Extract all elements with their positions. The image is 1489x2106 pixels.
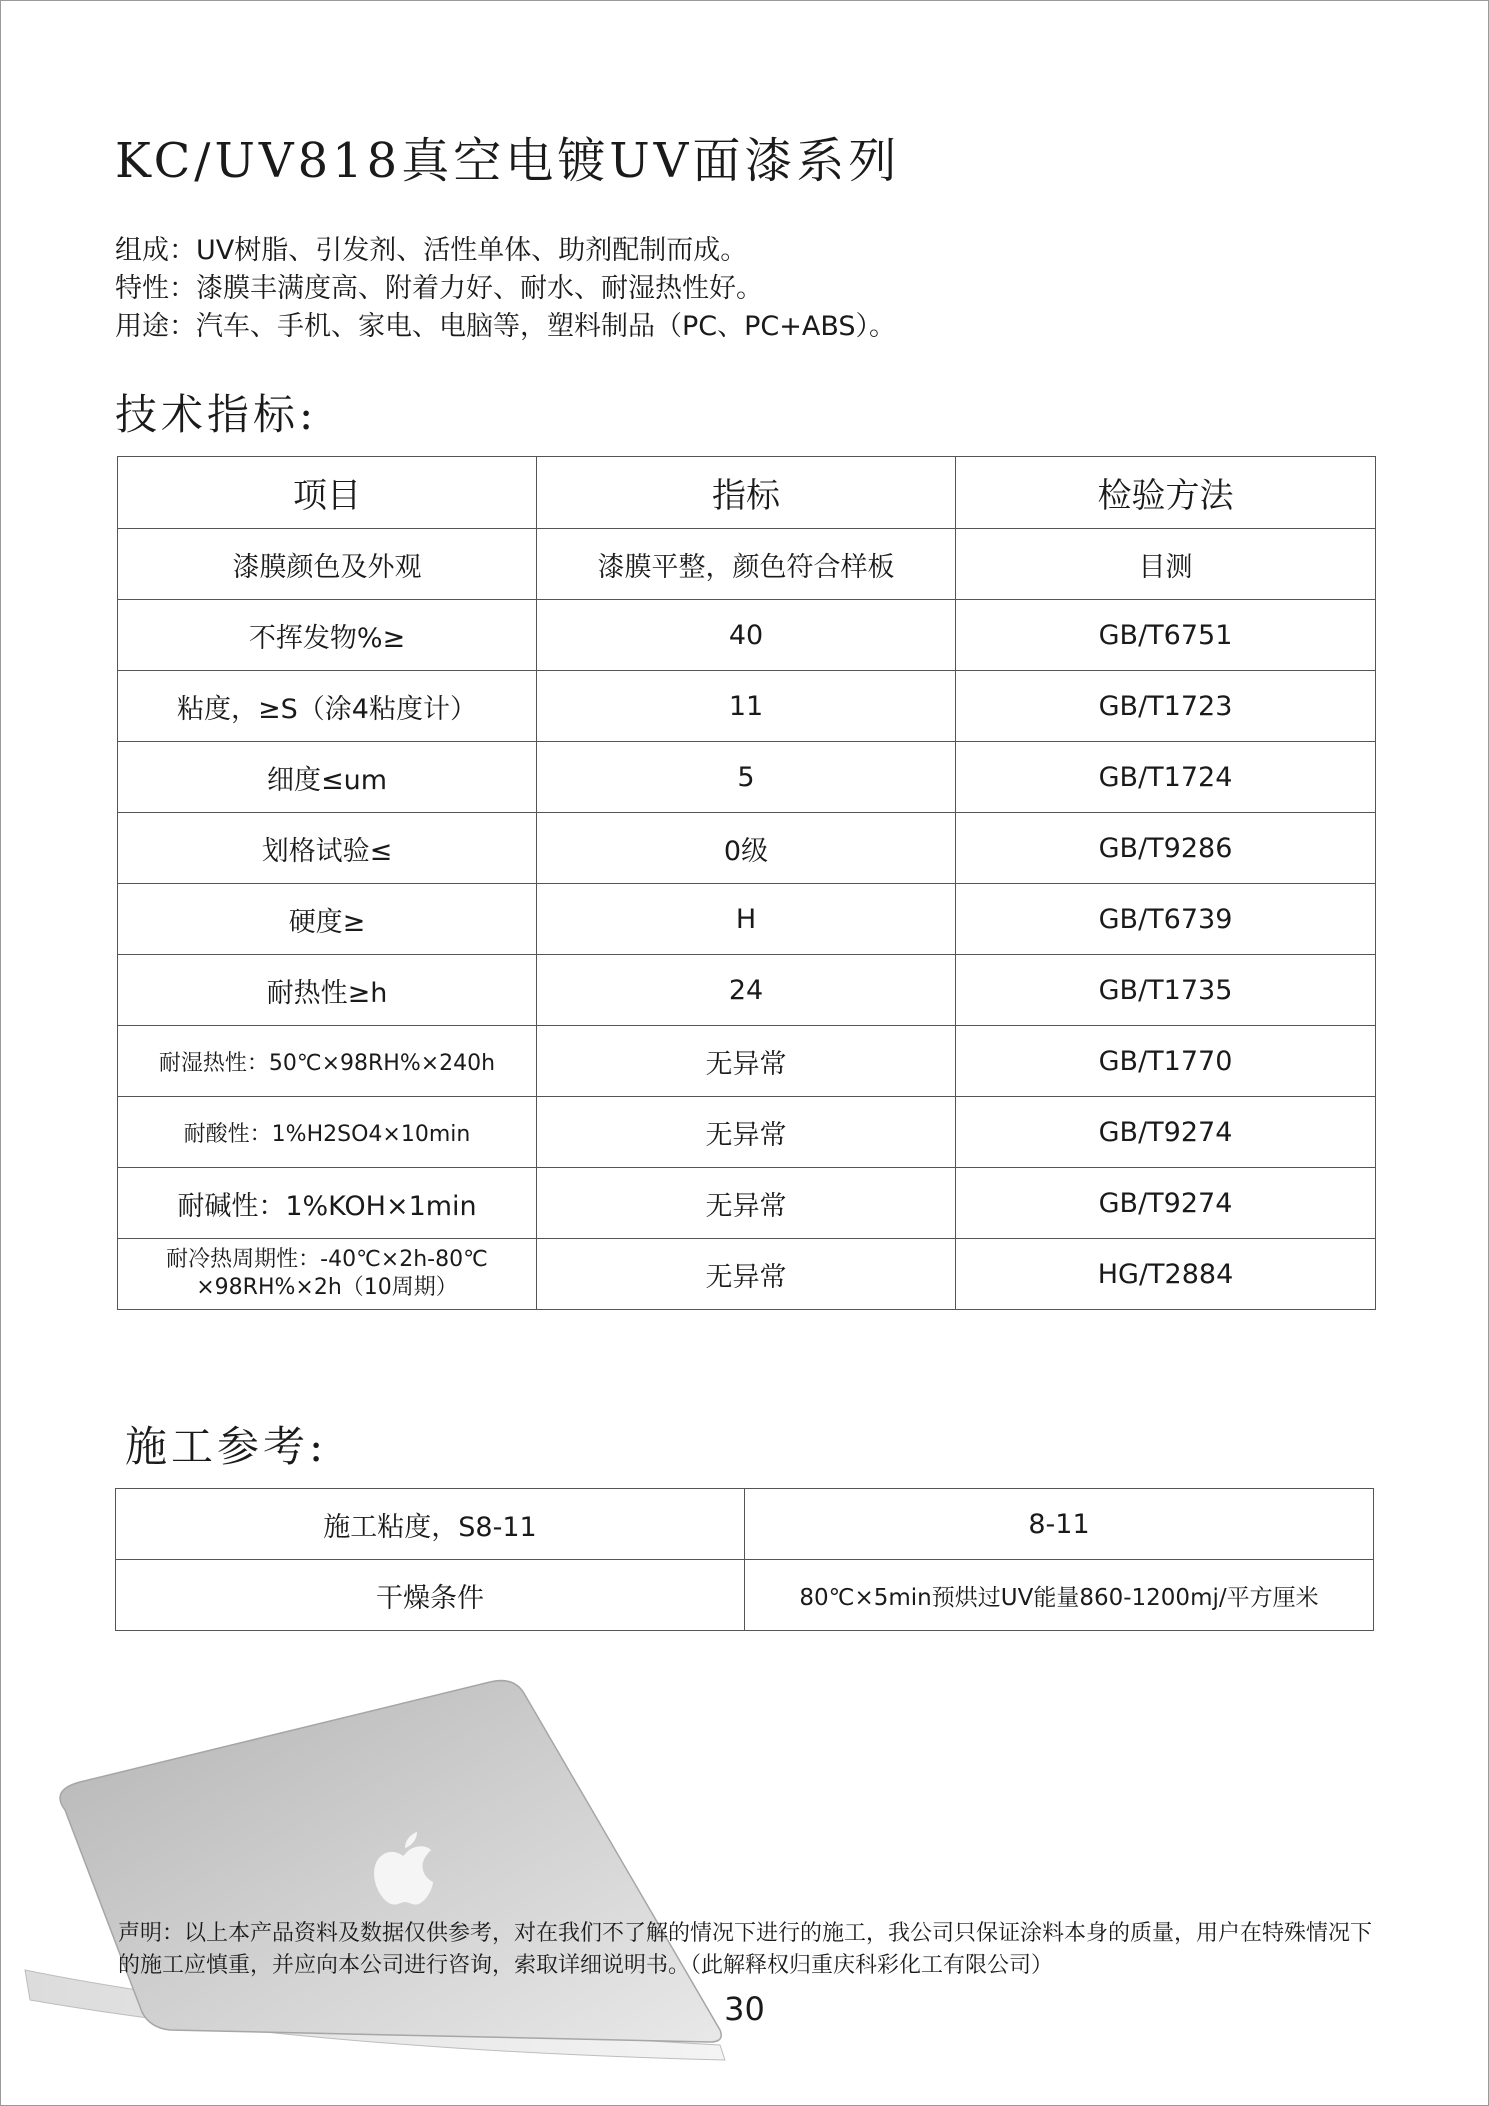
table-row	[118, 1026, 1376, 1097]
spec-method: GB/T9274	[956, 1097, 1376, 1168]
spec-value: 40	[537, 600, 956, 671]
spec-header-item: 项目	[118, 457, 537, 529]
application-item: 施工粘度，S8-11	[116, 1489, 745, 1560]
spec-value: 无异常	[537, 1239, 956, 1310]
spec-method: GB/T9274	[956, 1168, 1376, 1239]
table-row	[118, 884, 1376, 955]
spec-value: H	[537, 884, 956, 955]
application-section-title: 施工参考:	[125, 1422, 328, 1471]
table-row	[118, 529, 1376, 600]
spec-method: GB/T1723	[956, 671, 1376, 742]
spec-item: 耐热性≥h	[118, 955, 537, 1026]
table-row	[118, 1097, 1376, 1168]
table-row	[118, 955, 1376, 1026]
table-row	[116, 1560, 1374, 1631]
intro-characteristics: 特性：漆膜丰满度高、附着力好、耐水、耐湿热性好。	[115, 273, 763, 304]
spec-method: HG/T2884	[956, 1239, 1376, 1310]
product-intro	[115, 232, 896, 346]
spec-value: 11	[537, 671, 956, 742]
application-table	[115, 1488, 1374, 1631]
spec-item: 耐酸性：1%H2SO4×10min	[118, 1097, 537, 1168]
spec-item: 耐碱性：1%KOH×1min	[118, 1168, 537, 1239]
spec-value: 无异常	[537, 1097, 956, 1168]
spec-item: 细度≤um	[118, 742, 537, 813]
table-row	[118, 813, 1376, 884]
spec-method: 目测	[956, 529, 1376, 600]
spec-method: GB/T6751	[956, 600, 1376, 671]
spec-item: 硬度≥	[118, 884, 537, 955]
spec-section-title: 技术指标:	[115, 390, 318, 439]
page-number: 30	[724, 1990, 765, 2028]
spec-header-row	[118, 457, 1376, 529]
spec-item: 漆膜颜色及外观	[118, 529, 537, 600]
spec-item: 划格试验≤	[118, 813, 537, 884]
spec-method: GB/T9286	[956, 813, 1376, 884]
application-value: 8-11	[745, 1489, 1374, 1560]
spec-item: 耐冷热周期性：-40℃×2h-80℃ ×98RH%×2h（10周期）	[118, 1239, 537, 1310]
spec-item: 耐湿热性：50℃×98RH%×240h	[118, 1026, 537, 1097]
spec-value: 漆膜平整，颜色符合样板	[537, 529, 956, 600]
table-row	[118, 742, 1376, 813]
spec-header-index: 指标	[537, 457, 956, 529]
intro-composition: 组成：UV树脂、引发剂、活性单体、助剂配制而成。	[115, 235, 748, 266]
table-row	[118, 1239, 1376, 1310]
table-row	[116, 1489, 1374, 1560]
table-row	[118, 671, 1376, 742]
spec-item: 不挥发物%≥	[118, 600, 537, 671]
table-row	[118, 600, 1376, 671]
spec-value: 无异常	[537, 1026, 956, 1097]
spec-value: 24	[537, 955, 956, 1026]
application-value: 80℃×5min预烘过UV能量860-1200mj/平方厘米	[745, 1560, 1374, 1631]
spec-value: 5	[537, 742, 956, 813]
spec-header-method: 检验方法	[956, 457, 1376, 529]
application-item: 干燥条件	[116, 1560, 745, 1631]
intro-usage: 用途：汽车、手机、家电、电脑等，塑料制品（PC、PC+ABS）。	[115, 311, 897, 342]
spec-value: 无异常	[537, 1168, 956, 1239]
spec-method: GB/T1770	[956, 1026, 1376, 1097]
spec-method: GB/T1735	[956, 955, 1376, 1026]
spec-table	[117, 456, 1376, 1310]
disclaimer: 声明：以上本产品资料及数据仅供参考，对在我们不了解的情况下进行的施工，我公司只保证涂料本身的质量，用户在特殊情况下的施工应慎重，并应向本公司进行咨询，索取详细说明书。（此解释权归重庆科彩化工有限公司）	[118, 1921, 1373, 1978]
spec-value: 0级	[537, 813, 956, 884]
document-title: KC/UV818真空电镀UV面漆系列	[115, 133, 901, 189]
spec-method: GB/T6739	[956, 884, 1376, 955]
spec-item: 粘度，≥S（涂4粘度计）	[118, 671, 537, 742]
table-row	[118, 1168, 1376, 1239]
spec-method: GB/T1724	[956, 742, 1376, 813]
